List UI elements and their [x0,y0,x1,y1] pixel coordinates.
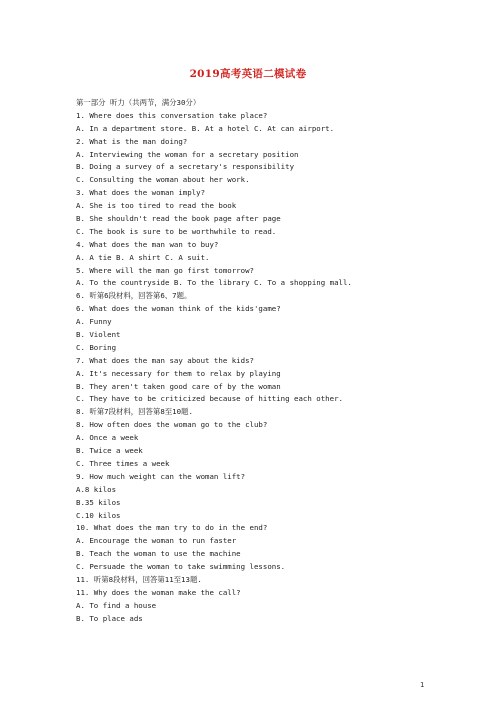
text-line: 6. What does the woman think of the kids'game? [76,304,281,314]
text-line: A.8 kilos [76,484,117,494]
text-line: B. They aren't taken good care of by the woman [76,381,281,391]
text-line: A. Encourage the woman to run faster [76,536,237,546]
text-line: 10. What does the man try to do in the end? [76,523,268,533]
text-line: 5. Where will the man go first tomorrow? [76,265,254,275]
text-line: 6. 听第6段材料，回答第6、7题。 [76,291,192,301]
text-line: B. To place ads [76,613,143,623]
text-line: A. It's necessary for them to relax by playing [76,368,281,378]
text-line: 8. 听第7段材料，回答第8至10题. [76,407,193,417]
page-number: 1 [420,681,425,689]
text-line: 1. Where does this conversation take place? [76,110,268,120]
text-line: 2. What is the man doing? [76,136,188,146]
text-line: B. She shouldn't read the book page after page [76,214,281,224]
document-title: 2019高考英语二模试卷 [189,68,307,80]
document-body [76,97,476,626]
text-line: 11. Why does the woman make the call? [76,587,241,597]
text-line: C. Consulting the woman about her work. [76,175,250,185]
text-line: A. To the countryside B. To the library C. To a shopping mall. [76,278,352,288]
text-line: A. In a department store. B. At a hotel C. At can airport. [76,123,335,133]
text-line: A. Funny [76,317,112,327]
text-line: 第一部分 听力（共两节，满分30分） [76,98,201,107]
text-line: C. Three times a week [76,458,170,468]
text-line: A. She is too tired to read the book [76,201,237,211]
text-line: 9. How much weight can the woman lift? [76,471,246,481]
text-line: C. Boring [76,342,117,352]
text-line: A. Interviewing the woman for a secretary position [76,149,299,159]
text-line: A. A tie B. A shirt C. A suit. [76,252,210,262]
text-line: C. Persuade the woman to take swimming lessons. [76,562,286,572]
text-line: C. They have to be criticized because of hitting each other. [76,394,343,404]
text-line: A. Once a week [76,433,139,443]
text-line: B.35 kilos [76,497,121,507]
text-line: B. Doing a survey of a secretary's responsibility [76,162,295,172]
text-line: B. Twice a week [76,446,143,456]
text-line: B. Teach the woman to use the machine [76,549,241,559]
text-line: 4. What does the man wan to buy? [76,239,219,249]
text-line: C.10 kilos [76,510,121,520]
text-line: A. To find a house [76,600,157,610]
text-line: 8. How often does the woman go to the club? [76,420,268,430]
text-line: 7. What does the man say about the kids? [76,355,254,365]
text-line: C. The book is sure to be worthwhile to read. [76,226,277,236]
text-line: 11. 听第8段材料，回答第11至13题. [76,574,202,584]
text-line: 3. What does the woman imply? [76,188,206,198]
text-line: B. Violent [76,330,121,340]
